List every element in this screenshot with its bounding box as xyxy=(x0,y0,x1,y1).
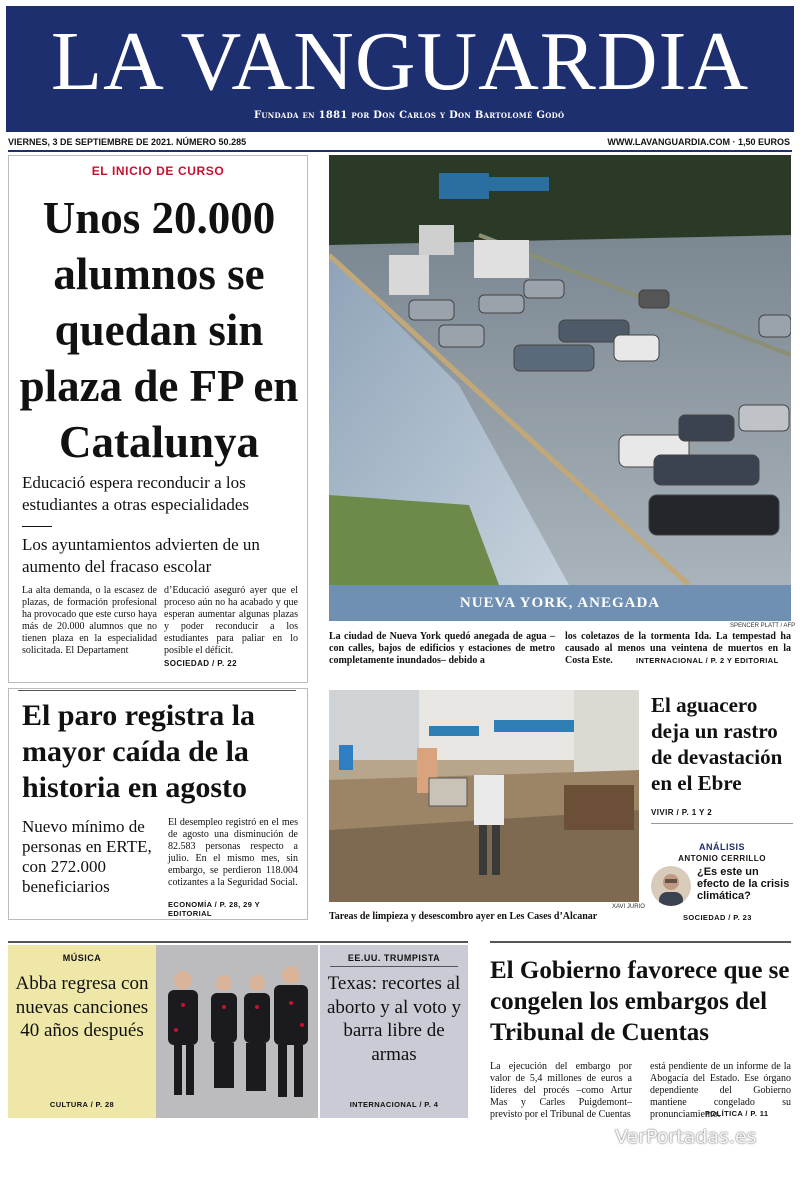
texas-kicker: EE.UU. TRUMPISTA xyxy=(347,953,441,963)
lead-subheadline-1: Educació espera reconducir a los estudiantes a otras especialidades xyxy=(22,473,250,514)
paro-body: El desempleo registró en el mes de agosto una disminución de 82.583 personas respecto a julio. En el mismo mes, sin embargo, se perdieron 118.004 cotizantes a la Seguridad Social. xyxy=(168,817,298,888)
abba-photo-image xyxy=(156,945,318,1118)
top-rule xyxy=(8,150,792,152)
ebre-headline[interactable]: El aguacero deja un rastro de devastación en el Ebre xyxy=(651,693,783,795)
bottom-right-rule xyxy=(490,941,791,943)
lead-subheadline-2: Los ayuntamientos advierten de un aumento del fracaso escolar xyxy=(22,535,260,576)
analisis-ref[interactable]: SOCIEDAD / P. 23 xyxy=(683,913,752,922)
watermark: VerPortadas.es xyxy=(615,1126,757,1148)
ebre-credit: XAVI JURIO xyxy=(612,904,645,910)
abba-ref[interactable]: CULTURA / P. 28 xyxy=(49,1100,115,1109)
lead-ref[interactable]: SOCIEDAD / P. 22 xyxy=(164,659,237,668)
new-york-text-col2: los coletazos de la tormenta Ida. La tempestad ha causado al menos una veintena de muertos en la Costa Este. xyxy=(565,631,791,666)
paro-top-rule xyxy=(18,690,296,691)
analisis-title[interactable]: ¿Es este un efecto de la crisis climática? xyxy=(697,866,790,902)
author-avatar xyxy=(651,866,691,906)
bottom-section-rule xyxy=(8,941,468,943)
abba-headline[interactable]: Abba regresa con nuevas canciones 40 años después xyxy=(15,973,149,1041)
new-york-credit: SPENCER PLATT / AFP xyxy=(730,623,796,629)
paro-headline[interactable]: El paro registra la mayor caída de la historia en agosto xyxy=(22,699,256,804)
gobierno-headline[interactable]: El Gobierno favorece que se congelen los embargos del Tribunal de Cuentas xyxy=(490,957,790,1046)
flood-photo-image xyxy=(329,155,791,585)
analisis-kicker: ANÁLISIS xyxy=(698,842,745,852)
paro-ref[interactable]: ECONOMÍA / P. 28, 29 Y EDITORIAL xyxy=(168,900,260,918)
masthead xyxy=(6,6,794,132)
analisis-author: ANTONIO CERRILLO xyxy=(678,854,766,863)
ebre-divider xyxy=(651,823,793,824)
texas-ref[interactable]: INTERNACIONAL / P. 4 xyxy=(349,1100,439,1109)
ebre-cleanup-photo[interactable] xyxy=(329,690,639,902)
gobierno-body-col1: La ejecución del embargo por valor de 5,4 millones de euros a líderes del procés –como Artur Mas y Carles Puigdemont– previsto por el Tribunal de Cuentas xyxy=(490,1061,632,1120)
new-york-caption-bar: NUEVA YORK, ANEGADA xyxy=(329,585,791,621)
lead-body-col2: d’Educació aseguró ayer que el proceso aún no ha acabado y que esperan aumentar algunas plazas y poder reconducir a los estudiantes para paliar en lo posible el déficit. xyxy=(164,585,298,656)
texas-headline[interactable]: Texas: recortes al aborto y al voto y barra libre de armas xyxy=(326,973,462,1065)
cleanup-photo-image xyxy=(329,690,639,902)
new-york-ref[interactable]: INTERNACIONAL / P. 2 Y EDITORIAL xyxy=(636,656,779,665)
new-york-text-col1: La ciudad de Nueva York quedó anegada de agua –con calles, bajos de edificios y estaciones de metro completamente inundados– debido a xyxy=(329,631,555,666)
lead-headline[interactable]: Unos 20.000 alumnos se quedan sin plaza de FP en Catalunya xyxy=(19,193,299,467)
gobierno-body-col2: está pendiente de un informe de la Abogacía del Estado. Ese órgano dependiente del Gobierno mantiene congelado su pronunciamiento. xyxy=(650,1061,791,1120)
texas-kicker-rule xyxy=(330,966,458,967)
abba-photo[interactable] xyxy=(156,945,318,1118)
author-portrait-icon xyxy=(651,866,691,906)
ebre-caption: Tareas de limpieza y desescombro ayer en Les Cases d’Alcanar xyxy=(329,911,598,922)
lead-body-col1: La alta demanda, o la escasez de plazas, de formación profesional ha provocado que este curso haya más de 20.000 alumnos que no tienen plaza en la especialidad solicitada. El Departament xyxy=(22,585,157,656)
website-price[interactable]: WWW.LAVANGUARDIA.COM · 1,50 EUROS xyxy=(607,137,790,147)
dateline: VIERNES, 3 DE SEPTIEMBRE DE 2021. NÚMERO 50.285 xyxy=(8,137,247,147)
abba-kicker: MÚSICA xyxy=(62,953,102,963)
new-york-flood-photo[interactable] xyxy=(329,155,791,585)
paro-subheadline: Nuevo mínimo de personas en ERTE, con 272.000 beneficiarios xyxy=(22,817,152,896)
ebre-ref[interactable]: VIVIR / P. 1 Y 2 xyxy=(651,808,713,817)
founded-line: Fundada en 1881 por Don Carlos y Don Bartolomé Godó xyxy=(254,110,565,121)
lead-kicker: EL INICIO DE CURSO xyxy=(91,164,225,178)
lead-divider xyxy=(22,526,52,527)
gobierno-ref[interactable]: POLÍTICA / P. 11 xyxy=(705,1109,769,1118)
newspaper-logo[interactable]: LA VANGUARDIA xyxy=(50,15,750,108)
